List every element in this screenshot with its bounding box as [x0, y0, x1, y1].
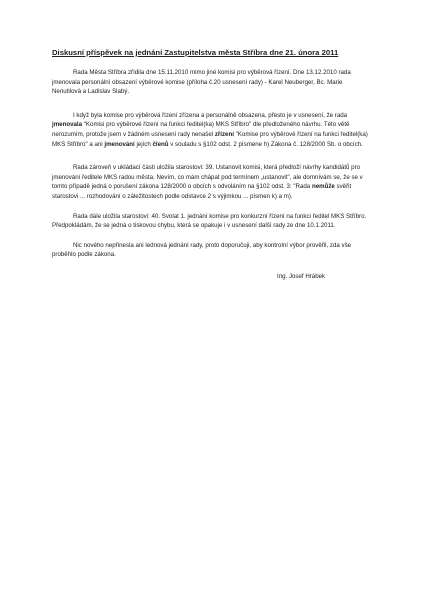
document-title: Diskusní příspěvek na jednání Zastupitelstva města Stříbra dne 21. února 2011 — [52, 48, 339, 57]
text-run: I když byla komise pro výběrová řízení zřízena a personálně obsazena, přesto je v usnesení, že rada — [73, 111, 348, 119]
paragraph — [52, 163, 373, 201]
text-run: Nic nového nepřinesla ani lednová jednání rady, proto doporučuji, aby kontrolní výbor prověřil, zda vše proběhlo podle zákona. — [52, 241, 352, 259]
bold-text-run: zřízení — [214, 130, 234, 138]
text-run: Rada Města Stříbra zřídila dne 15.11.2010 mimo jiné komisi pro výběrová řízení. Dne 13.12.2010 rada jmenovala personální obsazení výběrové komise (příloha č.20 usnesení rady) - Karel Neuberger, Bc. Marie Nenutilová a Ladislav Slabý. — [52, 69, 351, 96]
bold-text-run: jmenovala — [52, 121, 83, 129]
text-run: "Komise pro výběrové řízení na funkci ředitel(ka) MKS Stříbro" a ani — [52, 130, 368, 148]
bold-text-run: členů — [152, 140, 169, 148]
paragraph — [52, 68, 373, 97]
text-run: svěřit starostovi ... rozhodování o záležitostech podle odstavce 2 s výjimkou ... písmen k) a m). — [52, 183, 352, 200]
text-run: Rada zároveň v ukládací části uložila starostovi: 39. Ustanovit komisi, která předloží návrhy kandidátů pro jmenování ředitele MKS radou města. Nevím, co mám chápat pod termínem „ustanovit", ale domnívám se, že se v tomto případě jedná o porušení zákona 128/2000 o obcích s odvoláním na §102 odst. 3: "Rada — [52, 164, 363, 191]
text-run: Rada dále uložila starostovi: 40. Svolat 1. jednání komise pro konkurzní řízení na funkci ředitel MKS Stříbro. Předpokládám, že se jedná o tiskovou chybu, která se opakuje i v usnesení další rady ze dne 10.1.2011. — [52, 212, 367, 230]
paragraph — [52, 241, 373, 260]
signature: Ing. Josef Hrábek — [277, 272, 326, 280]
text-run: "Komisi pro výběrové řízení na funkci ředitel(ka) MKS Stříbro" dle předloženého návrhu. Této větě nerozumím, protože jsem v žádném usnesení rady nenašel — [52, 121, 350, 138]
bold-text-run: jmenování — [104, 140, 135, 148]
paragraph — [52, 212, 373, 231]
bold-text-run: nemůže — [311, 183, 335, 191]
text-run: jejích — [134, 140, 153, 148]
text-run: v souladu s §102 odst. 2 písmene h) Zákona č. 128/2000 Sb. o obcích. — [168, 140, 363, 148]
paragraph — [52, 111, 373, 149]
